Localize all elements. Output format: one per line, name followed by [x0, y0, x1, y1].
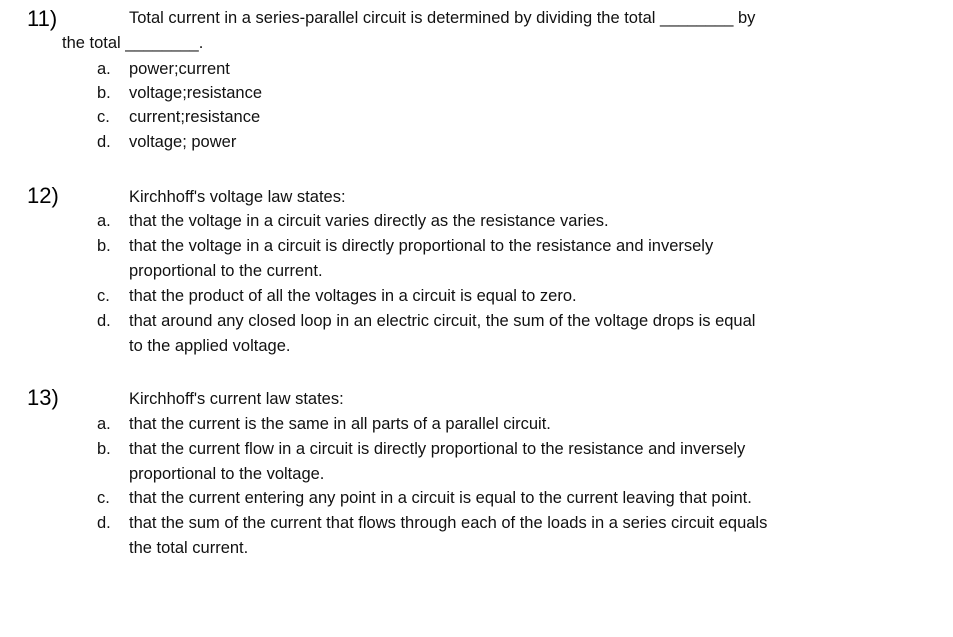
- option-text: that the voltage in a circuit is directly proportional to the resistance and inversely: [129, 237, 714, 255]
- question-stem: Total current in a series-parallel circuit is determined by dividing the total ________ by: [129, 9, 756, 27]
- question-number: 12): [27, 183, 59, 208]
- option-text: voltage; power: [129, 133, 237, 151]
- option-text: current;resistance: [129, 108, 261, 126]
- question-stem: Kirchhoff's current law states:: [129, 390, 344, 408]
- option-text-continued: proportional to the voltage.: [129, 465, 325, 483]
- option-text: voltage;resistance: [129, 84, 262, 102]
- option-text: power;current: [129, 60, 230, 78]
- option-letter: d.: [97, 312, 111, 330]
- question-number: 11): [27, 6, 58, 31]
- option-letter: b.: [97, 237, 111, 255]
- option-text: that the sum of the current that flows through each of the loads in a series circuit equals: [129, 514, 768, 532]
- option-text: that the current flow in a circuit is directly proportional to the resistance and inversely: [129, 440, 746, 458]
- question-stem: Kirchhoff's voltage law states:: [129, 188, 346, 206]
- option-letter: a.: [97, 415, 111, 433]
- option-letter: a.: [97, 212, 111, 230]
- option-letter: d.: [97, 133, 111, 151]
- option-letter: a.: [97, 60, 111, 78]
- option-letter: c.: [97, 287, 110, 305]
- option-text-continued: proportional to the current.: [129, 262, 323, 280]
- option-text-continued: the total current.: [129, 539, 249, 557]
- option-letter: b.: [97, 84, 111, 102]
- option-text: that the current is the same in all parts of a parallel circuit.: [129, 415, 551, 433]
- option-letter: d.: [97, 514, 111, 532]
- option-letter: c.: [97, 489, 110, 507]
- option-text: that the product of all the voltages in a circuit is equal to zero.: [129, 287, 577, 305]
- question-stem-continued: the total ________.: [62, 34, 204, 52]
- option-text: that the voltage in a circuit varies directly as the resistance varies.: [129, 212, 609, 230]
- option-text-continued: to the applied voltage.: [129, 337, 291, 355]
- option-text: that around any closed loop in an electric circuit, the sum of the voltage drops is equal: [129, 312, 756, 330]
- option-letter: b.: [97, 440, 111, 458]
- option-text: that the current entering any point in a circuit is equal to the current leaving that point.: [129, 489, 752, 507]
- option-letter: c.: [97, 108, 110, 126]
- question-number: 13): [27, 385, 59, 410]
